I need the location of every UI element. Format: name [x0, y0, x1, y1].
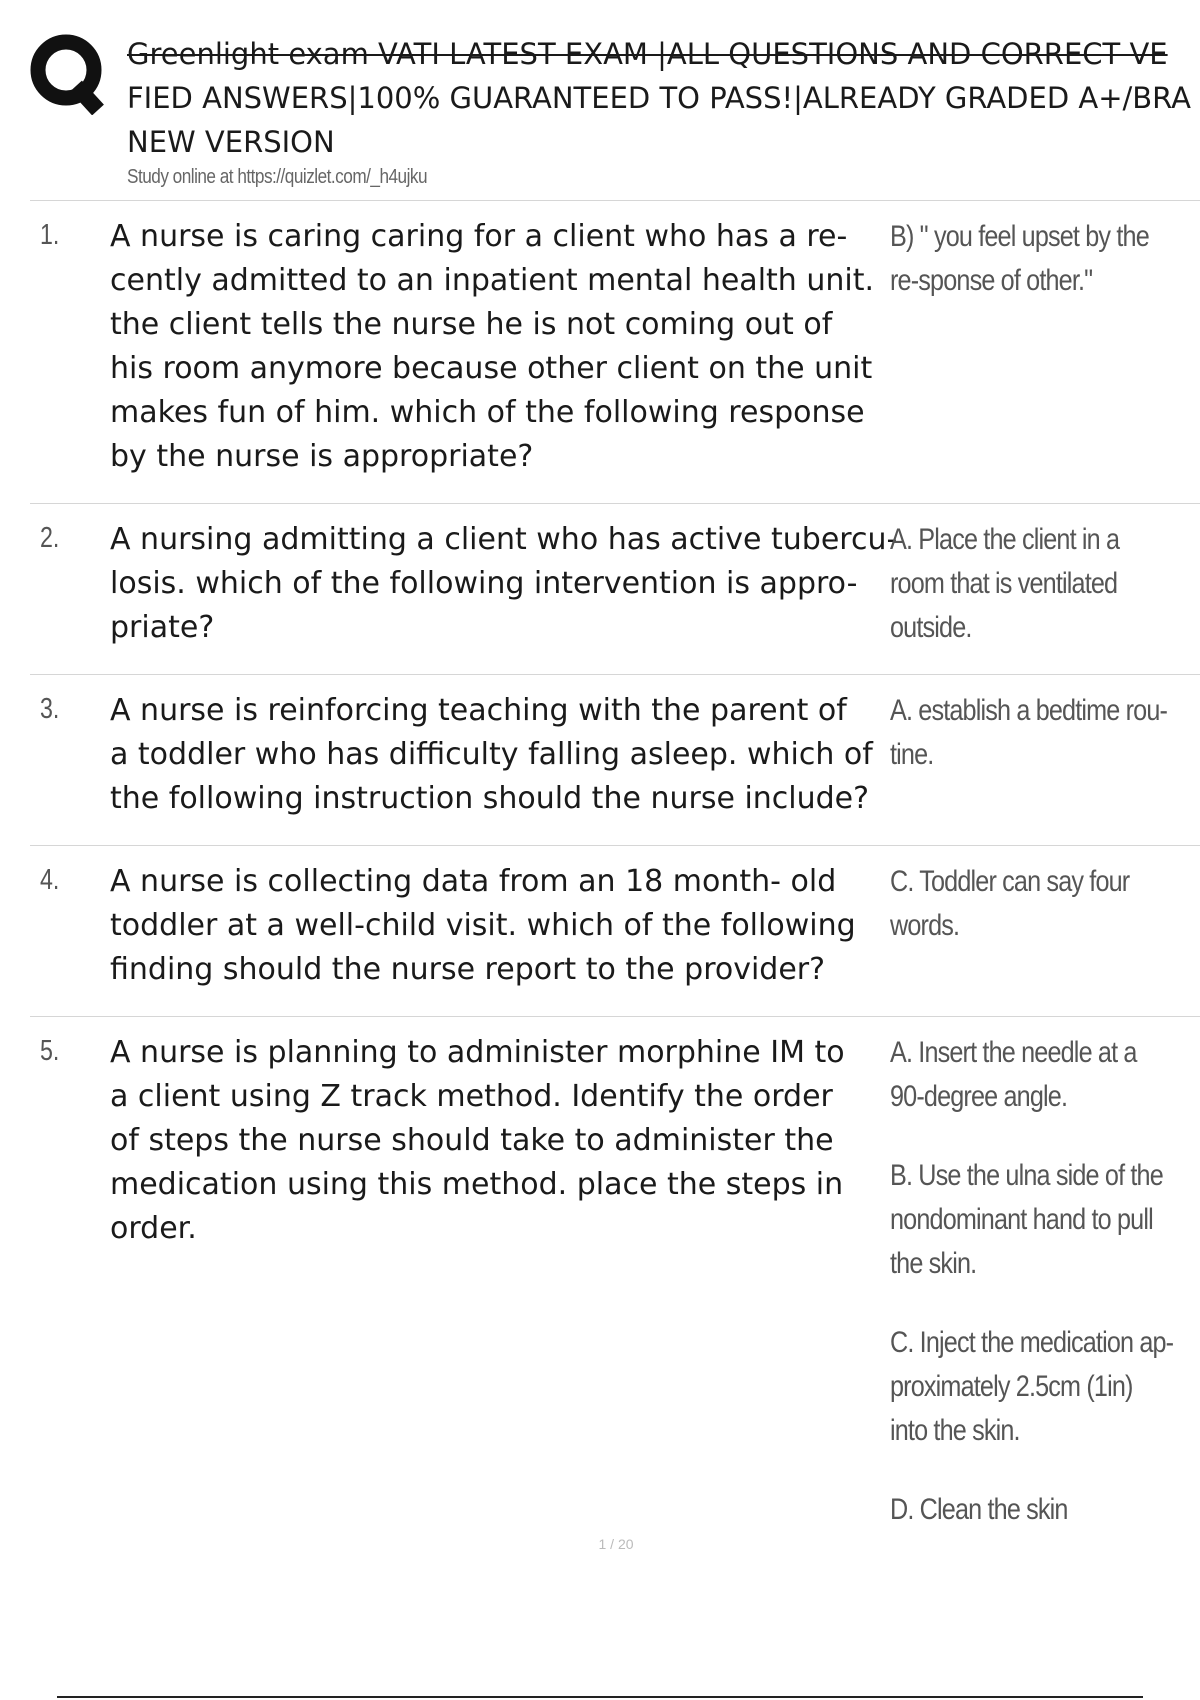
- question-line: priate?: [110, 610, 215, 645]
- question-text: [110, 689, 900, 821]
- answer-column: [890, 1031, 1200, 1532]
- footer-divider: [57, 1696, 1143, 1698]
- quizlet-logo-icon: [28, 30, 108, 115]
- answer-text: A. Insert the needle at a 90-degree angle.: [890, 1036, 1137, 1113]
- question-line: A nurse is reinforcing teaching with the parent of: [110, 693, 847, 728]
- document-header: [0, 0, 1200, 200]
- answer-text: C. Inject the medication ap-proximately 2.5cm (1in) into the skin.: [890, 1326, 1174, 1447]
- question-line: a client using Z track method. Identify the order: [110, 1079, 833, 1114]
- answer-text: C. Toddler can say four words.: [890, 865, 1130, 942]
- question-line: medication using this method. place the steps in: [110, 1167, 844, 1202]
- question-line: order.: [110, 1211, 197, 1246]
- answer-text: A. Place the client in a room that is ventilated outside.: [890, 523, 1120, 644]
- question-text: [110, 215, 900, 479]
- question-text: [110, 1031, 900, 1251]
- question-line: A nurse is planning to administer morphine IM to: [110, 1035, 845, 1070]
- question-line: a toddler who has difficulty falling asleep. which of: [110, 737, 873, 772]
- flashcard-row: [30, 845, 1200, 1016]
- question-line: the following instruction should the nurse include?: [110, 781, 870, 816]
- answer-column: [890, 689, 1200, 777]
- question-line: A nursing admitting a client who has active tubercu-: [110, 522, 898, 557]
- title-line: Greenlight exam VATI LATEST EXAM |ALL QUESTIONS AND CORRECT VE: [127, 37, 1168, 71]
- answer-text: A. establish a bedtime rou-tine.: [890, 694, 1168, 771]
- card-number: 5.: [40, 1035, 60, 1067]
- card-number: 3.: [40, 693, 60, 725]
- question-line: toddler at a well-child visit. which of the following: [110, 908, 856, 943]
- title-line: NEW VERSION: [127, 125, 335, 159]
- card-number: 2.: [40, 522, 60, 554]
- question-line: finding should the nurse report to the provider?: [110, 952, 826, 987]
- question-text: [110, 860, 900, 992]
- flashcard-row: [30, 503, 1200, 674]
- question-line: A nurse is caring caring for a client who has a re-: [110, 219, 848, 254]
- page-number: 1 / 20: [598, 1536, 634, 1552]
- document-title: [127, 32, 1200, 164]
- question-line: his room anymore because other client on the unit: [110, 351, 873, 386]
- answer-text: B) " you feel upset by the re-sponse of other.": [890, 220, 1149, 297]
- answer-column: [890, 215, 1200, 303]
- question-line: the client tells the nurse he is not coming out of: [110, 307, 833, 342]
- answer-text: D. Clean the skin: [890, 1493, 1068, 1526]
- flashcard-list: [30, 200, 1200, 1526]
- study-online-link[interactable]: Study online at https://quizlet.com/_h4ujku: [127, 166, 428, 188]
- question-line: makes fun of him. which of the following response: [110, 395, 865, 430]
- question-text: [110, 518, 900, 650]
- card-number: 4.: [40, 864, 60, 896]
- question-line: of steps the nurse should take to administer the: [110, 1123, 834, 1158]
- question-line: cently admitted to an inpatient mental health unit.: [110, 263, 875, 298]
- question-line: losis. which of the following intervention is appro-: [110, 566, 858, 601]
- flashcard-row: [30, 200, 1200, 503]
- title-line: FIED ANSWERS|100% GUARANTEED TO PASS!|ALREADY GRADED A+/BRA: [127, 81, 1191, 115]
- answer-column: [890, 518, 1200, 650]
- answer-text: B. Use the ulna side of the nondominant hand to pull the skin.: [890, 1159, 1163, 1280]
- flashcard-row: [30, 674, 1200, 845]
- question-line: A nurse is collecting data from an 18 month- old: [110, 864, 837, 899]
- flashcard-row: [30, 1016, 1200, 1526]
- answer-column: [890, 860, 1200, 948]
- question-line: by the nurse is appropriate?: [110, 439, 534, 474]
- card-number: 1.: [40, 219, 60, 251]
